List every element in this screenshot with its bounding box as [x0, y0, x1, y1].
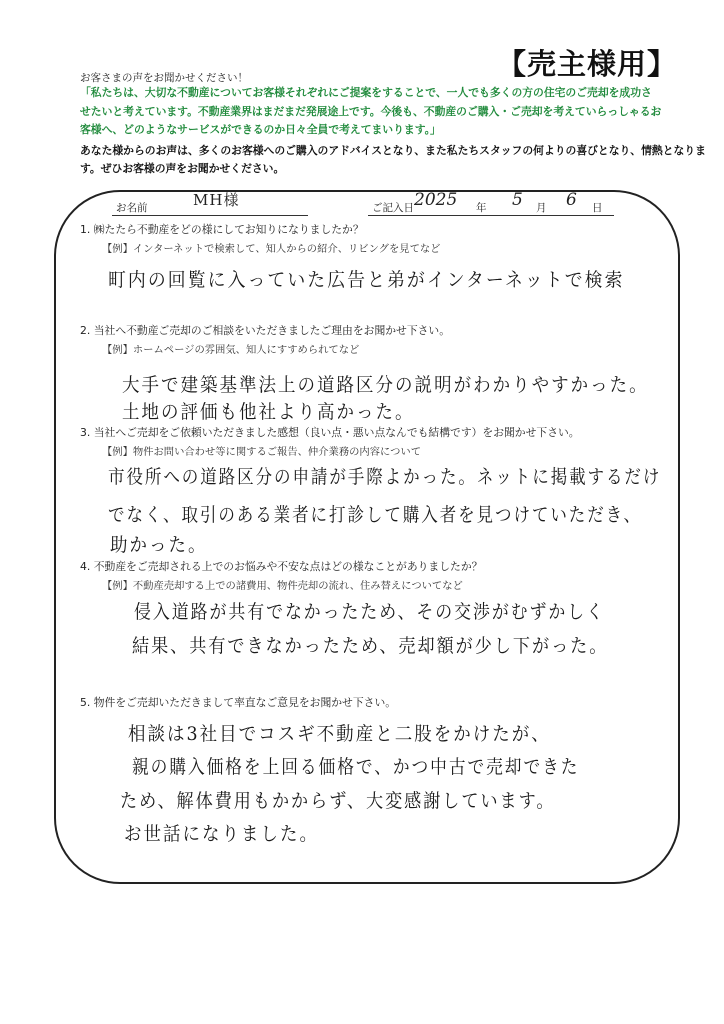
name-label: お名前: [116, 202, 148, 214]
year-label: 年: [476, 202, 487, 214]
mission-line: 「私たちは、大切な不動産についてお客様それぞれにご提案をすることで、一人でも多くの方の住宅のご売却を成功さ: [80, 86, 652, 99]
question-3: 3. 当社へご売却をご依頼いただきました感想（良い点・悪い点なんでも結構です）をお聞かせ下さい。: [80, 426, 580, 439]
customer-name: MH様: [193, 191, 240, 209]
answer-3-line: でなく、取引のある業者に打診して購入者を見つけていただき、: [108, 504, 642, 526]
day-label: 日: [592, 202, 603, 214]
month-label: 月: [536, 202, 547, 214]
intro-text: お客さまの声をお聞かせください！: [80, 72, 248, 84]
example-1: 【例】インターネットで検索して、知人からの紹介、リビングを見てなど: [102, 243, 441, 255]
answer-5-line: お世話になりました。: [124, 823, 320, 845]
answer-1-line: 町内の回覧に入っていた広告と弟がインターネットで検索: [108, 269, 625, 291]
answer-4-line: 侵入道路が共有でなかったため、その交渉がむずかしく: [134, 601, 606, 623]
date-label: ご記入日: [372, 202, 414, 214]
answer-5-line: 相談は3社目でコスギ不動産と二股をかけたが、: [128, 723, 551, 745]
date-underline: [368, 215, 614, 216]
example-4: 【例】不動産売却する上での諸費用、物件売却の流れ、住み替えについてなど: [102, 580, 463, 592]
date-year: 2025: [414, 190, 458, 210]
answer-5-line: ため、解体費用もかからず、大変感謝しています。: [120, 790, 556, 812]
question-2: 2. 当社へ不動産ご売却のご相談をいただきましたご理由をお聞かせ下さい。: [80, 324, 451, 337]
name-underline: [112, 215, 308, 216]
request-statement: [80, 142, 706, 178]
question-4: 4. 不動産をご売却される上でのお悩みや不安な点はどの様なことがありましたか？: [80, 560, 483, 573]
request-line: す。ぜひお客様の声をお聞かせください。: [80, 162, 285, 175]
date-day: 6: [566, 190, 577, 210]
answer-5-line: 親の購入価格を上回る価格で、かつ中古で売却できた: [132, 756, 580, 778]
answer-3-line: 市役所への道路区分の申請が手際よかった。ネットに掲載するだけ: [108, 466, 662, 488]
answer-3-line: 助かった。: [110, 534, 208, 556]
mission-statement: [80, 84, 688, 140]
mission-line: せたいと考えています。不動産業界はまだまだ発展途上です。今後も、不動産のご購入・ご売却を考えていらっしゃるお: [80, 104, 662, 118]
answer-4-line: 結果、共有できなかったため、売却額が少し下がった。: [132, 635, 609, 657]
answer-2-line: 土地の評価も他社より高かった。: [122, 401, 415, 423]
mission-line: 客様へ、どのようなサービスができるのか日々全員で考えてまいります。」: [80, 123, 441, 136]
example-2: 【例】ホームページの雰囲気、知人にすすめられてなど: [102, 344, 360, 356]
request-line: あなた様からのお声は、多くのお客様へのご購入のアドバイスとなり、また私たちスタッフの何よりの喜びとなり、情熱となりま: [80, 144, 706, 157]
question-1: 1. ㈱たたら不動産をどの様にしてお知りになりましたか？: [80, 223, 364, 236]
example-3: 【例】物件お問い合わせ等に関するご報告、仲介業務の内容について: [102, 446, 421, 458]
date-month: 5: [512, 190, 523, 210]
seller-badge: 【売主様用】: [497, 47, 678, 81]
question-5: 5. 物件をご売却いただきまして率直なご意見をお聞かせ下さい。: [80, 696, 397, 709]
answer-2-line: 大手で建築基準法上の道路区分の説明がわかりやすかった。: [122, 374, 649, 396]
